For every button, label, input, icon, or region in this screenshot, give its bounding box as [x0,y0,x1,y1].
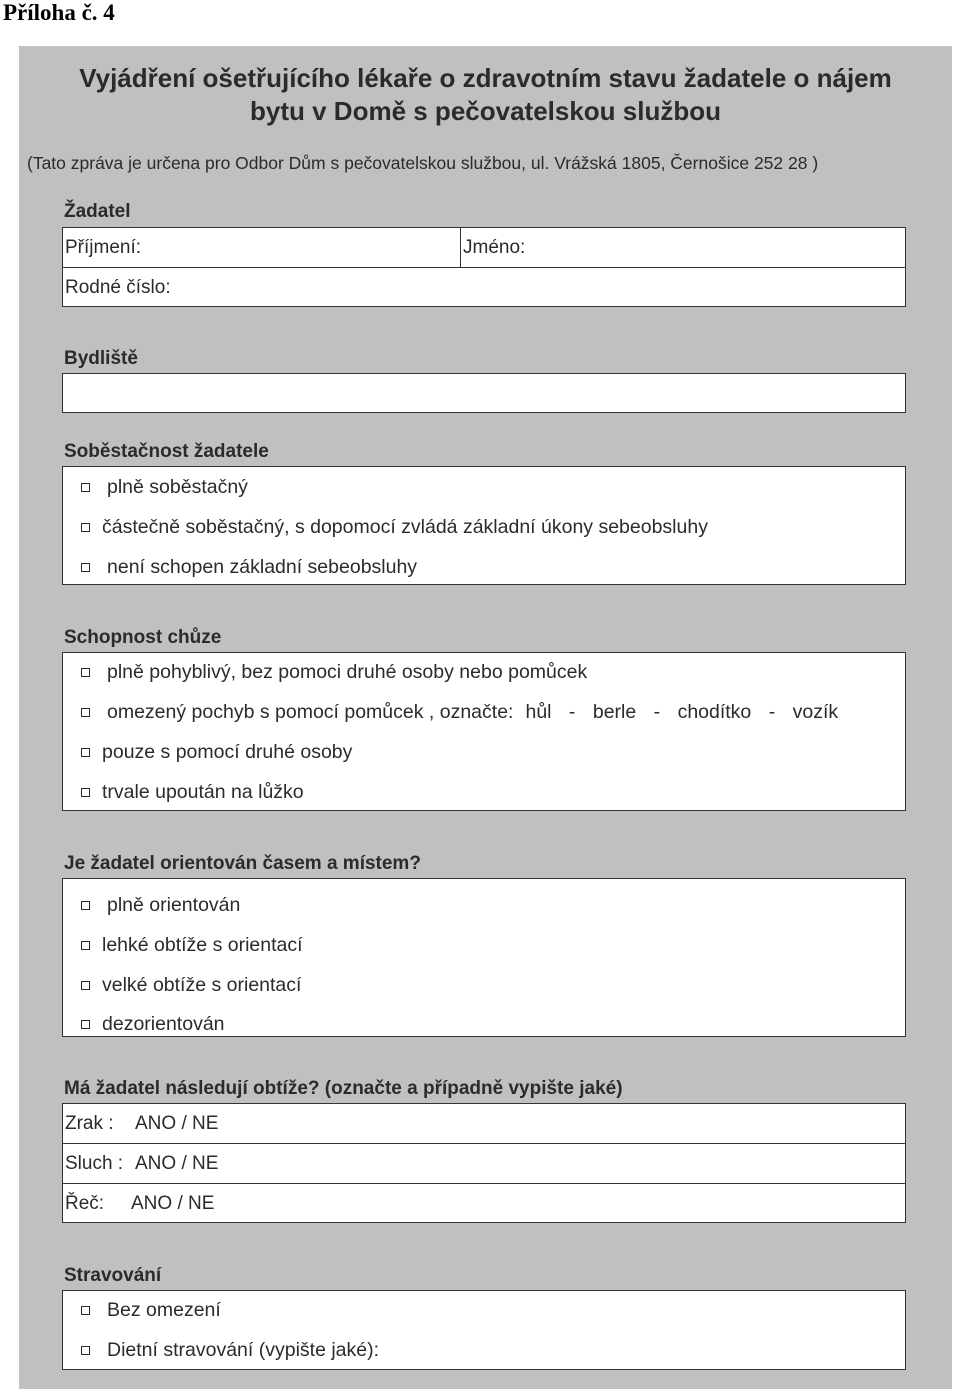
option-label: Bez omezení [107,1298,221,1321]
form-panel [19,46,952,1389]
option-label: omezený pochyb s pomocí pomůcek , označte: [107,700,514,723]
self-sufficiency-box [62,466,906,585]
option-label: plně soběstačný [107,475,248,498]
option-label: lehké obtíže s orientací [102,933,303,956]
checkbox-icon[interactable] [81,668,90,677]
form-title-line2: bytu v Domě s pečovatelskou službou [250,96,721,126]
walking-heading: Schopnost chůze [64,627,222,648]
orientation-box [62,878,906,1037]
checkbox-icon[interactable] [81,1346,90,1355]
option-label: plně pohyblivý, bez pomoci druhé osoby nebo pomůcek [107,660,588,683]
orientation-option[interactable] [81,972,301,998]
hearing-field[interactable] [63,1144,905,1183]
self-sufficiency-option[interactable] [81,474,248,500]
aid-cane[interactable]: hůl [525,700,552,723]
aid-walker[interactable]: chodítko [677,700,752,723]
form-title-line1: Vyjádření ošetřujícího lékaře o zdravotním stavu žadatele o nájem [79,63,892,93]
form-note: (Tato zpráva je určena pro Odbor Dům s pečovatelskou službou, ul. Vrážská 1805, Černošice 252 28 ) [27,153,819,173]
first-name-label: Jméno: [463,236,526,258]
surname-label: Příjmení: [65,236,142,258]
diet-box [62,1290,906,1370]
orientation-heading: Je žadatel orientován časem a místem? [64,853,421,874]
self-sufficiency-heading: Soběstačnost žadatele [64,441,269,462]
checkbox-icon[interactable] [81,788,90,797]
checkbox-icon[interactable] [81,981,90,990]
aid-separator: - [568,700,576,723]
checkbox-icon[interactable] [81,563,90,572]
residence-field[interactable] [62,373,906,413]
checkbox-icon[interactable] [81,1020,90,1029]
difficulties-box [62,1103,906,1223]
option-label: pouze s pomocí druhé osoby [102,740,353,763]
residence-heading: Bydliště [64,348,138,369]
vision-value[interactable]: ANO / NE [135,1112,219,1134]
aid-crutches[interactable]: berle [592,700,637,723]
walking-box [62,652,906,811]
vision-field[interactable] [63,1104,905,1143]
self-sufficiency-option[interactable] [81,514,708,540]
checkbox-icon[interactable] [81,901,90,910]
first-name-field[interactable] [461,228,905,267]
attachment-label: Příloha č. 4 [3,0,115,25]
checkbox-icon[interactable] [81,708,90,717]
aid-separator: - [768,700,776,723]
speech-value[interactable]: ANO / NE [131,1192,215,1214]
option-label: velké obtíže s orientací [102,973,302,996]
self-sufficiency-option[interactable] [81,554,417,580]
orientation-option[interactable] [81,892,240,918]
birth-number-row [63,268,905,307]
checkbox-icon[interactable] [81,1306,90,1315]
option-label: Dietní stravování (vypište jaké): [107,1338,380,1361]
difficulties-heading: Má žadatel následují obtíže? (označte a případně vypište jaké) [64,1078,623,1099]
aid-separator: - [653,700,661,723]
speech-label: Řeč: [65,1192,105,1214]
speech-row[interactable] [63,1184,905,1223]
diet-option[interactable] [81,1297,221,1323]
aid-wheelchair[interactable]: vozík [792,700,839,723]
walking-option[interactable] [81,739,352,765]
surname-field[interactable] [63,228,461,267]
orientation-option[interactable] [81,932,303,958]
checkbox-icon[interactable] [81,941,90,950]
applicant-name-row [63,228,905,268]
speech-field[interactable] [63,1184,905,1223]
orientation-option[interactable] [81,1011,225,1037]
option-label: není schopen základní sebeobsluhy [107,555,418,578]
hearing-row[interactable] [63,1144,905,1184]
birth-number-label: Rodné číslo: [65,276,171,298]
checkbox-icon[interactable] [81,483,90,492]
diet-option[interactable] [81,1337,379,1363]
option-label: dezorientován [102,1012,225,1035]
option-label: plně orientován [107,893,241,916]
birth-number-field[interactable] [63,268,905,307]
applicant-box [62,227,906,307]
diet-heading: Stravování [64,1265,162,1286]
checkbox-icon[interactable] [81,748,90,757]
walking-aids [525,701,838,724]
vision-label: Zrak : [65,1112,114,1134]
hearing-value[interactable]: ANO / NE [135,1152,219,1174]
form-title [19,62,952,128]
walking-option[interactable] [81,659,587,685]
option-label: trvale upoután na lůžko [102,780,304,803]
walking-option[interactable] [81,779,304,805]
checkbox-icon[interactable] [81,523,90,532]
option-label: částečně soběstačný, s dopomocí zvládá základní úkony sebeobsluhy [102,515,708,538]
walking-option[interactable] [81,699,838,725]
hearing-label: Sluch : [65,1152,124,1174]
vision-row[interactable] [63,1104,905,1144]
applicant-heading: Žadatel [64,201,131,222]
